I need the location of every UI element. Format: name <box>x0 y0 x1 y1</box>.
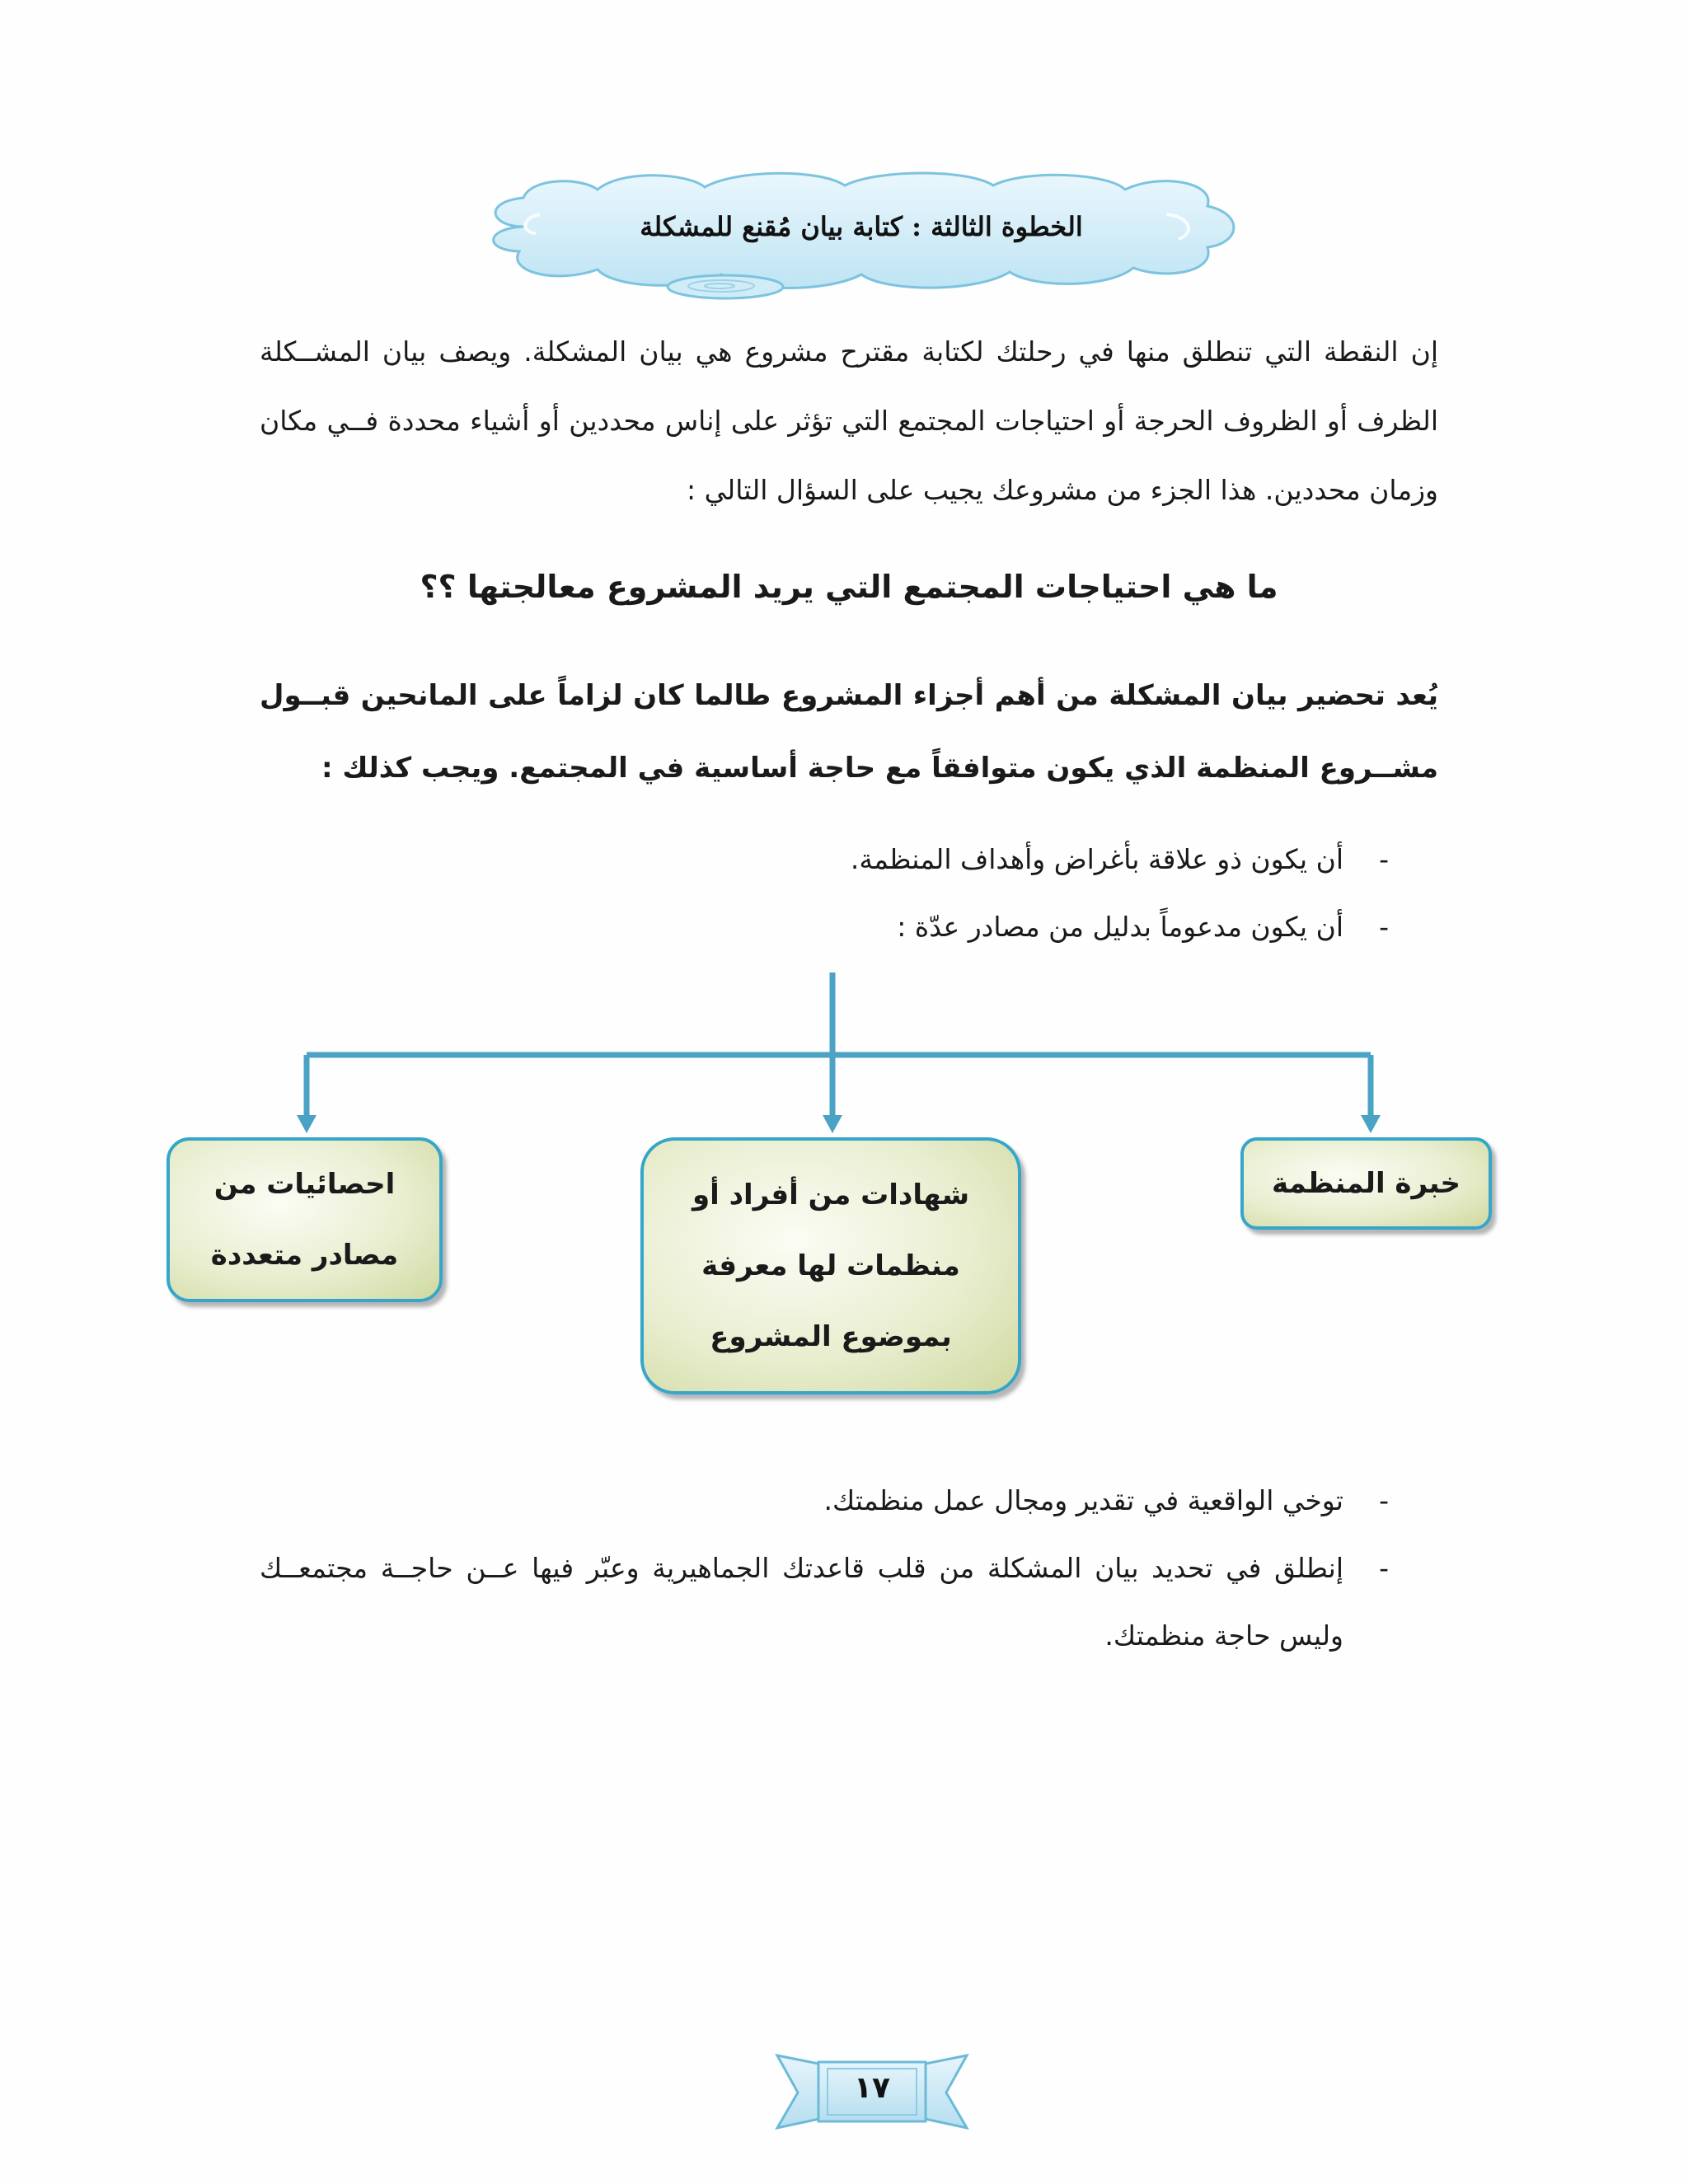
arrow-center-icon <box>823 1115 842 1133</box>
box-organization-experience <box>1240 1137 1492 1230</box>
bullet-dash: - <box>1379 1552 1389 1584</box>
bullet-dash: - <box>1379 843 1389 875</box>
arrow-right-icon <box>1361 1115 1381 1133</box>
list-item-text: إنطلق في تحديد بيان المشكلة من قلب قاعدتك الجماهيرية وعبّر فيها عــن حاجــة مجتمعــك وليس حاجة منظمتك. <box>260 1552 1343 1652</box>
box-label: خبرة المنظمة <box>1271 1167 1461 1200</box>
emphasis-paragraph: يُعد تحضير بيان المشكلة من أهم أجزاء المشروع طالما كان لزاماً على المانحين قبــول مشــروع المنظمة الذي يكون متوافقاً مع حاجة أساسية في المجتمع. ويجب كذلك : <box>260 679 1438 785</box>
box-label: مصادر متعددة <box>210 1239 399 1272</box>
list-item <box>260 1535 1389 1670</box>
requirements-list <box>260 826 1389 961</box>
page-number: ١٧ <box>854 2071 890 2105</box>
box-label: شهادات من أفراد أو <box>692 1179 970 1212</box>
guidelines-list <box>260 1467 1389 1670</box>
list-item <box>260 1467 1389 1535</box>
section-title: الخطوة الثالثة : كتابة بيان مُقنع للمشكلة <box>640 211 1083 242</box>
box-label: احصائيات من <box>213 1168 396 1201</box>
evidence-sources-diagram <box>0 956 1688 1418</box>
list-item <box>260 893 1389 961</box>
title-cloud <box>474 169 1257 301</box>
list-item-text: أن يكون ذو علاقة بأغراض وأهداف المنظمة. <box>850 843 1343 875</box>
bullet-dash: - <box>1379 1484 1389 1516</box>
list-item-text: توخي الواقعية في تقدير ومجال عمل منظمتك. <box>823 1484 1343 1516</box>
guiding-question: ما هي احتياجات المجتمع التي يريد المشروع معالجتها ؟؟ <box>420 569 1278 605</box>
list-item <box>260 826 1389 893</box>
arrow-left-icon <box>297 1115 316 1133</box>
intro-paragraph: إن النقطة التي تنطلق منها في رحلتك لكتابة مقترح مشروع هي بيان المشكلة. ويصف بيان المشــكلة الظرف أو الظروف الحرجة أو احتياجات المجتمع التي تؤثر على إناس محددين أو أشياء محددة فــي مكان وزمان محددين. هذا الجزء من مشروعك يجيب على السؤال التالي : <box>260 335 1438 506</box>
box-label: منظمات لها معرفة <box>701 1249 960 1282</box>
list-item-text: أن يكون مدعوماً بدليل من مصادر عدّة : <box>897 911 1343 943</box>
box-testimonials <box>640 1137 1021 1394</box>
page-number-ribbon <box>773 2047 971 2138</box>
box-label: بموضوع المشروع <box>710 1320 952 1353</box>
box-statistics <box>166 1137 443 1302</box>
bullet-dash: - <box>1379 911 1389 943</box>
